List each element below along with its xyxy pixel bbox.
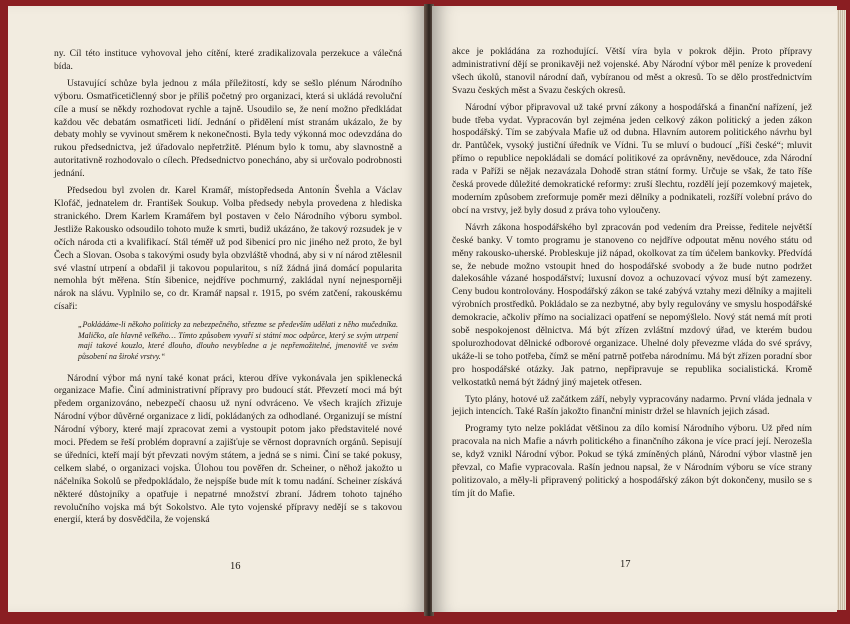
page-number: 16 — [230, 561, 241, 572]
paragraph: Předsedou byl zvolen dr. Karel Kramář, místopředseda Antonín Švehla a Václav Klofáč, jednatelem dr. František Soukup. Volba předsedy nebyla provedena z hlediska stranického. Drem Karlem Kramářem byl postaven v čelo Národního výboru symbol. Jestliže Rakousko odsoudilo tohoto muže k smrti, budiž ukázáno, že takový rozsudek je v očích národa cti a kvalifikací. Stál téměř už pod šibenicí pro nic jiného než proto, že byl Čech a Slovan. Osoba s takovými osudy byla obzvláště vhodná, aby si v ní národ ztělesnil své vlastní utrpení a obdařil ji takovou popularitou, s níž žádná jiná domácí popularita nemohla být měřena. Stín šibenice, nejdříve pochmurný, zakládal nyní nejnesporněji nárok na slávu. Vyplnilo se, co dr. Kramář napsal r. 1915, po svém zatčení, rakouskému císaři: — [54, 185, 402, 313]
paragraph: ny. Cíl této instituce vyhovoval jeho cítění, které zradikalizovala perzekuce a válečná bída. — [54, 48, 402, 72]
right-page-text — [452, 46, 812, 505]
page-edges — [837, 10, 846, 610]
block-quote: „Pokládáme-li někoho politicky za nebezpečného, střezme se především udělati z něho mučedníka. Maličko, ale hlavně velkého… Tímto způsobem vyvaří si státní moc odpůrce, který se svým utrpení mají takové kouzlo, které dlouho, dlouho nevybledne a je nepřemožitelné, jmenovitě ve svém působení na široké vrstvy.“ — [78, 320, 398, 361]
left-page — [8, 6, 426, 612]
left-page-text — [54, 48, 402, 531]
paragraph: akce je pokládána za rozhodující. Větší víra byla v pokrok dějin. Proto přípravy administrativní dějí se pronikavěji než vojenské. Aby Národní výbor měl peníze k provedení všech úkolů, stanovil národní daň, vybíranou od měst a okresů. To se dělo prostřednictvím Svazu českých měst a Svazu českých okresů. — [452, 46, 812, 96]
paragraph: Ustavující schůze byla jednou z mála příležitostí, kdy se sešlo plénum Národního výboru. Osmatřicetičlenný sbor je příliš početný pro organizaci, která si ukládá revoluční cíle a musí se někdy rozhodovat rychle a tajně. Usoudilo se, že není možno předkládat každou věc debatám osmatřiceti lidí. Jednání o přidělení míst stranám ukázalo, že by debaty mohly se vyvinout směrem k nekonečnosti. Byla tedy výkonná moc odevzdána do rukou předsednictva, jež úřadovalo nepřetržitě. Plénum bylo k tomu, aby slavnostně a autoritativně rozhodovalo o cílech. Předsednictvo ponecháno, aby si určovalo podrobnosti jednání. — [54, 77, 402, 180]
paragraph: Národní výbor má nyní také konat práci, kterou dříve vykonávala jen spiklenecká organizace Mafie. Činí administrativní přípravy pro budoucí stát. Převzetí moci má být předem organizováno, nebezpečí chaosu už nyní odvrácenо. Ve všech krajích zřizuje Národní výbor důvěrné organizace z lidí, pokládaných za odhodlané. Organizují se místní Národní výbory, které mají zpracovat zemi a vystoupit potom jako představitelé nové moci. Předem se řeší problém dopravní a zajišťuje se věrnost dopravních orgánů. Sepisují se úředníci, kteří mají být převzati novým státem, a jedná se s nimi. Činí se také pokusy, celkem slabé, o organizaci vojska. Úlohou tou pověřen dr. Scheiner, o něhož jakožto u náčelníka Sokolů se předpokládalo, že nejspíše bude mít k tomu nadání. Scheiner získává některé důstojníky a opatřuje i nepatrné množství zbraní. Jádrem tohoto tajného revolučního vojska má být Sokolstvo. Ale tyto vojenské přípravy nedějí se s takovou energií, která by dosvědčila, že vojenská — [54, 372, 402, 526]
paragraph: Národní výbor připravoval už také první zákony a hospodářská a finanční nařízení, jež bude třeba vydat. Vypracován byl zejména jeden celkový zákon politický a jeden zákon hospodářský. Tím se zabývala Mafie už od dubna. Hlavním autorem politického návrhu byl dr. Pantůček, vysoký justiční úředník ve Vídni. Tu se mluví o budoucí „říši české“; mluvit přímo o republice nepokládali se domácí politikové za oprávněny, nevědouce, zda Národní rada v Paříži se nějak nezavázala Dohodě stran státní formy. Určuje se však, že tato říše česká provede důležité demokratické reformy: zruší šlechtu, rozdělí její pozemkový majetek, moderním způsobem zreformuje poměr mezi dělníky a podnikateli, rozšíří volební právo do obcí na vrstvy, jež byly dosud z práva toho vyloučeny. — [452, 101, 812, 216]
paragraph: Návrh zákona hospodářského byl zpracován pod vedením dra Preisse, ředitele největší české banky. V tomto programu je stanoveno co nejdříve odpoutat měnu nového státu od měny rakousko-uherské. Probleskuje již nápad, okolkovat za tím účelem bankovky. Předvídá se, že nebude možno vstoupit hned do hospodářské svobody a že bude nutno podržet dalekosáhle vázané hospodářství; luxusní dovoz a ochuzovací vývoz musí být zamezeny. Ceny budou kontrolovány. Hospodářský zákon se také zabývá vztahy mezi dělníky a majiteli výrobních prostředků. Pokládalo se za nezbytné, aby byly regulovány ve smyslu hospodářské demokracie, ačkoliv přímo na socializaci opatření se nepomýšlelo. Nový stát nemá mít proti sobě nespokojenost dělnictva. Má být zřízen zvláštní mzdový úřad, ve kterém budou spolurozhodovat dělnické odborové organizace. Uhelné doly převezme vláda do své správy, ukáže-li se toho potřeba, čímž se mění patrně potřeba národnímu. Má být zřízen poradní sbor pro hospodářské otázky. Jak patrno, nepřipravuje se republika socialistická. Kromě velkostatků nemá být žádný jiný majetek otřesen. — [452, 221, 812, 388]
paragraph: Tyto plány, hotové už začátkem září, nebyly vypracovány nadarmo. První vláda jednala v jejich intencích. Také Rašín jakožto finanční ministr držel se hlavních jejich zásad. — [452, 393, 812, 418]
page-number: 17 — [620, 559, 631, 570]
right-page — [432, 6, 837, 612]
paragraph: Programy tyto nelze pokládat většinou za dílo komisí Národního výboru. Už před ním pracovala na nich Mafie a návrh politického a finančního zákona je více prací její. Nerozešla se, když vznikl Národní výbor. Pokud se týká zmíněných plánů, Národní výbor vlastně jen převzal, co Mafie vypracovala. Rašín jednou napsal, že v Národním výboru se více strany politizovalo, a měly-li připravený politický a hospodářský zákon být dokončeny, musilo se s tím jít do Mafie. — [452, 423, 812, 499]
